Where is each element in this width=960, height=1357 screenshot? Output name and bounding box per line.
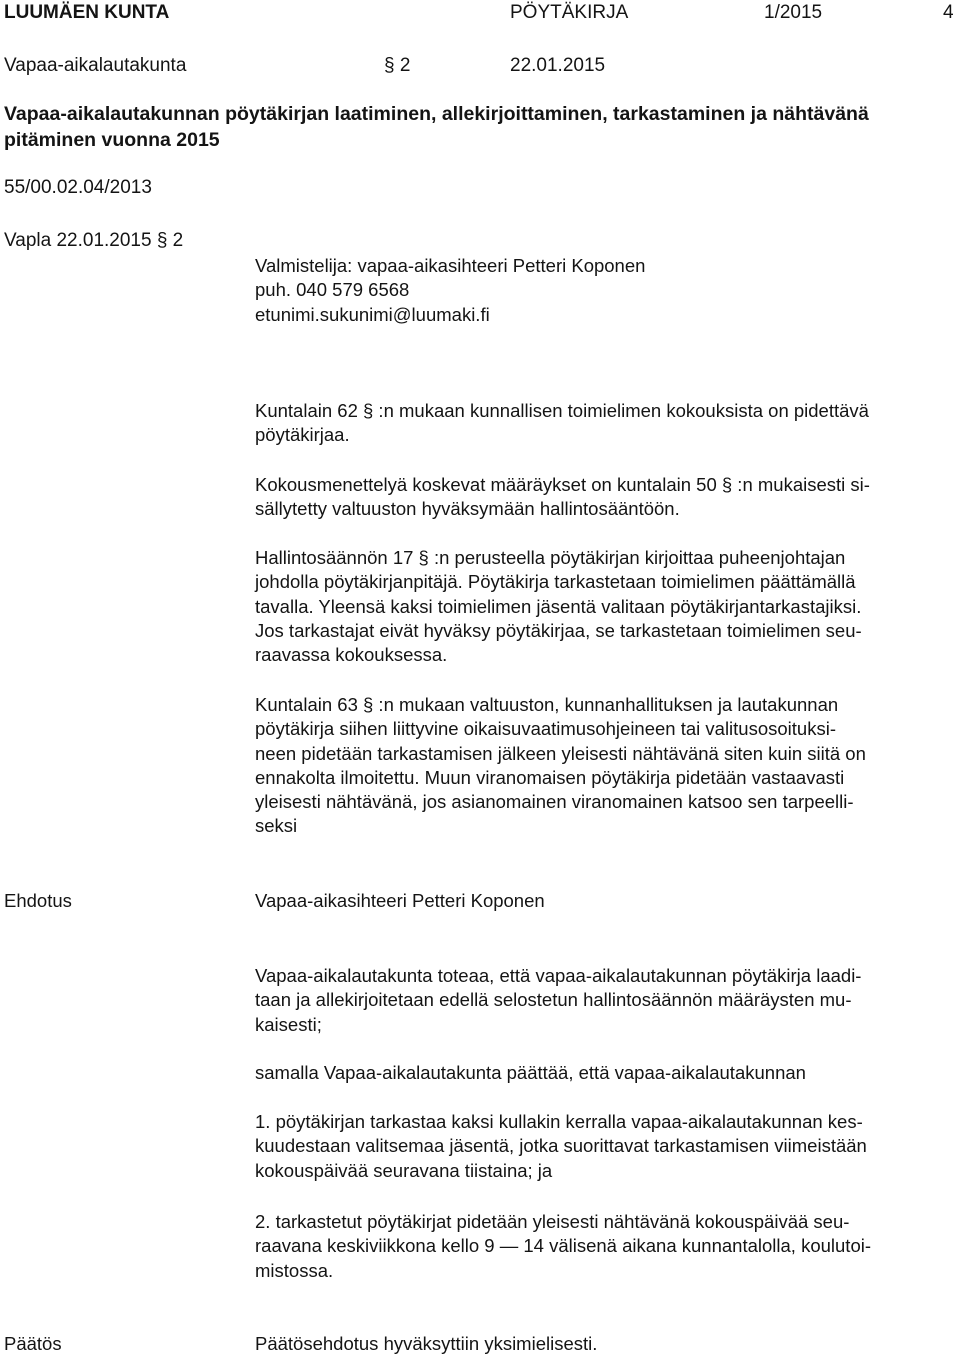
preparer-email: etunimi.sukunimi@luumaki.fi	[255, 303, 490, 325]
paragraph-kuntalaki-50	[255, 473, 870, 522]
section-number: § 2	[384, 55, 411, 76]
paragraph-line: Kokousmenettelyä koskevat määräykset on kuntalain 50 § :n mukaisesti si-	[255, 474, 870, 495]
proposal-paragraph	[255, 1061, 806, 1085]
previous-handling: Vapla 22.01.2015 § 2	[4, 230, 184, 251]
item-title	[4, 101, 954, 153]
paragraph-line: yleisesti nähtävänä, jos asianomainen viranomainen katsoo sen tarpeelli-	[255, 791, 854, 813]
decision-label: Päätös	[4, 1333, 62, 1354]
proposer-name: Vapaa-aikasihteeri Petteri Koponen	[255, 890, 545, 911]
proposal-item-2	[255, 1210, 871, 1283]
meeting-date: 22.01.2015	[510, 55, 606, 76]
item-title-line: pitäminen vuonna 2015	[4, 129, 220, 151]
paragraph-line: taan ja allekirjoitetaan edellä selostetun hallintosäännön määräysten mu-	[255, 989, 852, 1011]
paragraph-line: kokouspäivää seuravana tiistaina; ja	[255, 1159, 553, 1181]
paragraph-line: mistossa.	[255, 1259, 334, 1281]
paragraph-line: raavassa kokouksessa.	[255, 644, 448, 666]
paragraph-line: 2. tarkastetut pöytäkirjat pidetään yleisesti nähtävänä kokouspäivää seu-	[255, 1211, 850, 1232]
preparer-block	[255, 254, 645, 327]
page-number: 4	[943, 2, 954, 23]
municipality-name: LUUMÄEN KUNTA	[4, 2, 170, 23]
paragraph-line: ennakolta ilmoitettu. Muun viranomaisen pöytäkirja pidetään vastaavasti	[255, 766, 845, 788]
paragraph-line: samalla Vapaa-aikalautakunta päättää, että vapaa-aikalautakunnan	[255, 1062, 806, 1083]
paragraph-line: Kuntalain 62 § :n mukaan kunnallisen toimielimen kokouksista on pidettävä	[255, 400, 869, 421]
paragraph-line: Kuntalain 63 § :n mukaan valtuuston, kunnanhallituksen ja lautakunnan	[255, 694, 839, 715]
decision-text: Päätösehdotus hyväksyttiin yksimielisesti.	[255, 1333, 598, 1354]
paragraph-line: raavana keskiviikkona kello 9 — 14 välisenä aikana kunnantalolla, koulutoi-	[255, 1235, 872, 1257]
paragraph-hallintosaanto-17	[255, 546, 862, 667]
committee-name: Vapaa-aikalautakunta	[4, 55, 187, 76]
proposal-item-1	[255, 1110, 867, 1183]
paragraph-line: sällytetty valtuuston hyväksymään hallintosääntöön.	[255, 498, 680, 520]
proposal-label: Ehdotus	[4, 890, 72, 911]
item-title-line: Vapaa-aikalautakunnan pöytäkirjan laatiminen, allekirjoittaminen, tarkastaminen ja nähtävänä	[4, 103, 869, 125]
paragraph-line: neen pidetään tarkastamisen jälkeen yleisesti nähtävänä siten kuin siitä on	[255, 742, 866, 764]
paragraph-line: Jos tarkastajat eivät hyväksy pöytäkirjaa, se tarkastetaan toimielimen seu-	[255, 619, 862, 641]
proposal-paragraph	[255, 964, 861, 1037]
paragraph-line: 1. pöytäkirjan tarkastaa kaksi kullakin kerralla vapaa-aikalautakunnan kes-	[255, 1111, 863, 1132]
record-number: 55/00.02.04/2013	[4, 177, 152, 198]
document-number: 1/2015	[764, 2, 823, 23]
preparer-phone: puh. 040 579 6568	[255, 279, 410, 301]
paragraph-kuntalaki-63	[255, 693, 866, 839]
paragraph-line: seksi	[255, 815, 298, 837]
paragraph-line: Vapaa-aikalautakunta toteaa, että vapaa-aikalautakunnan pöytäkirja laadi-	[255, 965, 862, 986]
paragraph-line: pöytäkirja siihen liittyvine oikaisuvaatimusohjeineen tai valitusosoituksi-	[255, 718, 836, 740]
paragraph-kuntalaki-62	[255, 399, 869, 448]
preparer-name: Valmistelija: vapaa-aikasihteeri Petteri Koponen	[255, 255, 646, 276]
paragraph-line: Hallintosäännön 17 § :n perusteella pöytäkirjan kirjoittaa puheenjohtajan	[255, 547, 846, 568]
paragraph-line: kuudestaan valitsemaa jäsentä, jotka suorittavat tarkastamisen viimeistään	[255, 1135, 867, 1157]
paragraph-line: johdolla pöytäkirjanpitäjä. Pöytäkirja tarkastetaan toimielimen päättämällä	[255, 571, 856, 593]
paragraph-line: pöytäkirjaa.	[255, 424, 350, 446]
document-type: PÖYTÄKIRJA	[510, 2, 629, 23]
paragraph-line: tavalla. Yleensä kaksi toimielimen jäsentä valitaan pöytäkirjantarkastajiksi.	[255, 595, 862, 617]
paragraph-line: kaisesti;	[255, 1013, 322, 1035]
